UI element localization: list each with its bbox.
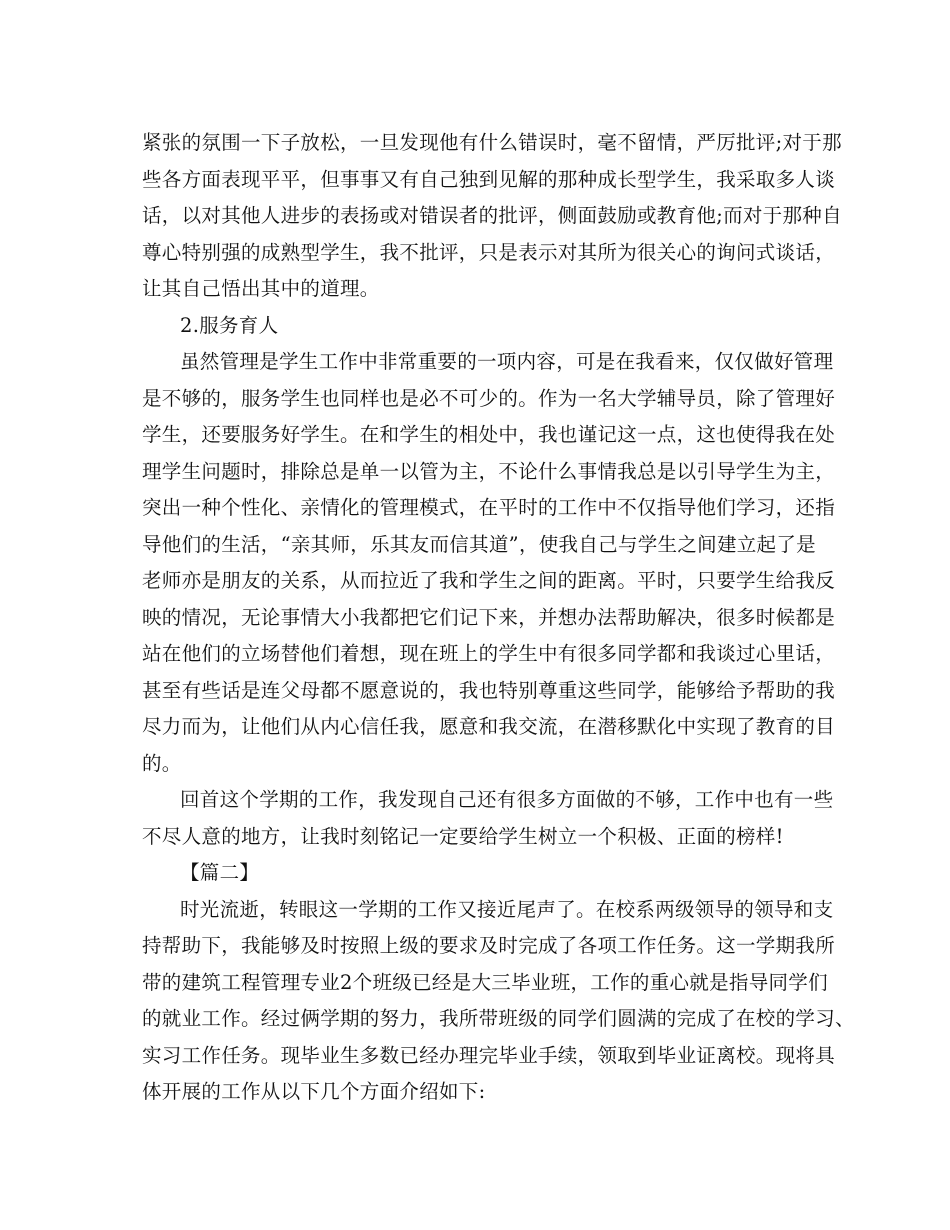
text-line: 站在他们的立场替他们着想，现在班上的学生中有很多同学都和我谈过心里话， — [142, 642, 836, 665]
text-line: 突出一种个性化、亲情化的管理模式，在平时的工作中不仅指导他们学习，还指 — [142, 496, 836, 519]
text-line: 时光流逝，转眼这一学期的工作又接近尾声了。在校系两级领导的领导和支 — [180, 897, 834, 921]
text-line: 体开展的工作从以下几个方面介绍如下: — [142, 1080, 486, 1103]
document-body — [142, 125, 855, 1111]
text-line: 理学生问题时，排除总是单一以管为主，不论什么事情我总是以引导学生为主， — [142, 459, 836, 483]
text-line: 实习工作任务。现毕业生多数已经办理完毕业手续，领取到毕业证离校。现将具 — [142, 1043, 836, 1067]
text-line: 不尽人意的地方，让我时刻铭记一定要给学生树立一个积极、正面的榜样! — [142, 824, 784, 848]
text-line: 尊心特别强的成熟型学生，我不批评，只是表示对其所为很关心的询问式谈话， — [142, 240, 836, 264]
section-heading: 【篇二】 — [180, 861, 260, 884]
text-line: 些各方面表现平平，但事事又有自己独到见解的那种成长型学生，我采取多人谈 — [142, 167, 836, 191]
text-line: 紧张的氛围一下子放松，一旦发现他有什么错误时，毫不留情，严厉批评;对于那 — [142, 131, 842, 154]
text-line: 带的建筑工程管理专业2个班级已经是大三毕业班，工作的重心就是指导同学们 — [142, 970, 828, 994]
text-line: 的就业工作。经过俩学期的努力，我所带班级的同学们圆满的完成了在校的学习、 — [142, 1007, 855, 1030]
text-line: 尽力而为，让他们从内心信任我，愿意和我交流，在潜移默化中实现了教育的目 — [142, 715, 836, 738]
text-line: 学生，还要服务好学生。在和学生的相处中，我也谨记这一点，这也使得我在处 — [142, 423, 836, 446]
text-line: 甚至有些话是连父母都不愿意说的，我也特别尊重这些同学，能够给予帮助的我 — [142, 678, 836, 702]
text-line: 的。 — [142, 751, 182, 775]
text-line: 话，以对其他人进步的表扬或对错误者的批评，侧面鼓励或教育他;而对于那种自 — [142, 204, 842, 227]
text-line: 映的情况，无论事情大小我都把它们记下来，并想办法帮助解决，很多时候都是 — [142, 605, 836, 629]
text-line: 让其自己悟出其中的道理。 — [142, 277, 380, 300]
text-line: 虽然管理是学生工作中非常重要的一项内容，可是在我看来，仅仅做好管理 — [180, 350, 834, 373]
text-line: 老师亦是朋友的关系，从而拉近了我和学生之间的距离。平时，只要学生给我反 — [142, 569, 836, 592]
text-line: 是不够的，服务学生也同样也是必不可少的。作为一名大学辅导员，除了管理好 — [142, 386, 836, 410]
section-heading: 2.服务育人 — [180, 313, 279, 337]
text-line: 回首这个学期的工作，我发现自己还有很多方面做的不够，工作中也有一些 — [180, 788, 834, 811]
text-line: 持帮助下，我能够及时按照上级的要求及时完成了各项工作任务。这一学期我所 — [142, 934, 836, 957]
text-line: 导他们的生活，“亲其师，乐其友而信其道”，使我自己与学生之间建立起了是 — [142, 532, 816, 556]
